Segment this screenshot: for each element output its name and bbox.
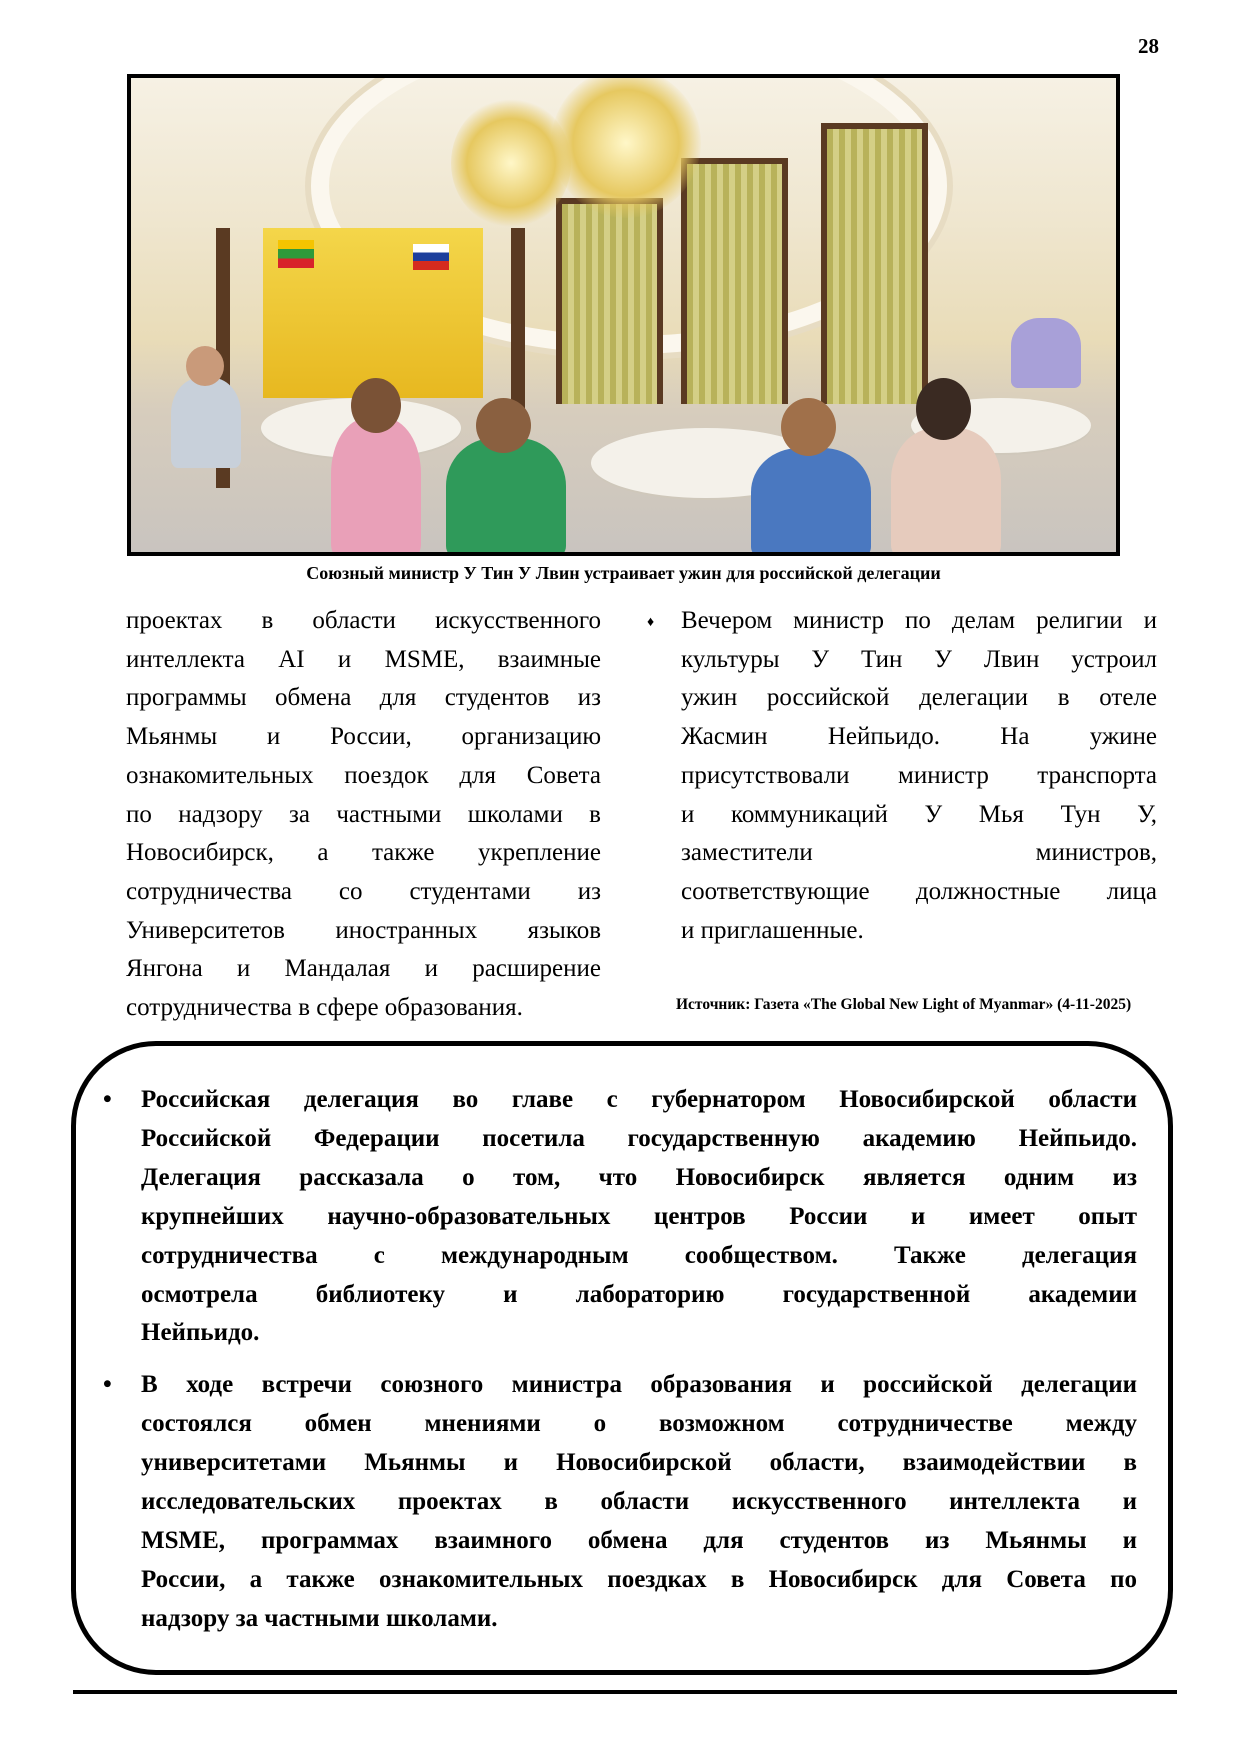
guest-head [186, 346, 224, 386]
left-column-text [126, 602, 601, 1028]
guest-head [781, 398, 836, 456]
curtain [681, 158, 788, 404]
diamond-bullet-icon: ♦ [647, 615, 655, 630]
text-line: Делегация рассказала о том, что Новосибирск является одним из [141, 1163, 1137, 1191]
guest [751, 448, 871, 556]
text-line: надзору за частными школами. [141, 1604, 498, 1632]
text-line: ознакомительных поездок для Совета [126, 761, 601, 789]
bullet-icon: • [103, 1086, 112, 1113]
guest [331, 418, 421, 556]
text-line: MSME, программах взаимного обмена для студентов из Мьянмы и [141, 1526, 1137, 1554]
guest-head [476, 398, 531, 453]
event-banner [263, 228, 483, 398]
curtain [821, 123, 928, 404]
right-column-text [681, 602, 1157, 950]
text-line: университетами Мьянмы и Новосибирской области, взаимодействии в [141, 1449, 1137, 1477]
guest [891, 428, 1001, 556]
text-line: Жасмин Нейпьидо. На ужине [681, 723, 1157, 751]
text-line: проектах в области искусственного [126, 607, 601, 634]
text-line: программы обмена для студентов из [126, 684, 601, 712]
text-line: сотрудничества со студентами из [126, 877, 601, 905]
text-line: Университетов иностранных языков [126, 916, 601, 944]
text-line: Российской Федерации посетила государственную академию Нейпьидо. [141, 1124, 1137, 1152]
guest [1011, 318, 1081, 388]
text-line: и приглашенные. [681, 916, 864, 944]
text-line: культуры У Тин У Лвин устроил [681, 645, 1157, 673]
photo-caption: Союзный министр У Тин У Лвин устраивает ужин для российской делегации [306, 563, 941, 583]
chandelier [551, 74, 701, 218]
bullet-icon: • [103, 1371, 112, 1399]
curtain [556, 198, 663, 404]
guest-head [351, 378, 401, 433]
guest [171, 378, 241, 468]
bottom-rule [73, 1690, 1177, 1694]
text-line: интеллекта AI и MSME, взаимные [126, 645, 601, 673]
text-line: Вечером министр по делам религии и [681, 607, 1157, 634]
highlight-bullet-list [103, 1081, 1137, 1652]
myanmar-flag [278, 240, 314, 268]
text-line: России, а также ознакомительных поездках в Новосибирск для Совета по [141, 1565, 1137, 1593]
text-line: сотрудничества в сфере образования. [126, 994, 523, 1022]
text-line: Российская делегация во главе с губернатором Новосибирской области [141, 1086, 1137, 1113]
text-line: В ходе встречи союзного министра образования и российской делегации [141, 1371, 1137, 1399]
bullet-item [103, 1081, 1137, 1353]
text-line: состоялся обмен мнениями о возможном сотрудничестве между [141, 1410, 1137, 1438]
text-line: ужин российской делегации в отеле [681, 684, 1157, 712]
russia-flag [413, 244, 449, 270]
text-line: сотрудничества с международным сообществом. Также делегация [141, 1241, 1137, 1269]
text-line: заместители министров, [681, 839, 1157, 867]
text-line: соответствующие должностные лица [681, 877, 1157, 905]
source-citation: Источник: Газета «The Global New Light of Myanmar» (4-11-2025) [676, 996, 1132, 1013]
text-line: Нейпьидо. [141, 1319, 260, 1347]
page-number: 28 [1138, 34, 1159, 58]
text-line: осмотрела библиотеку и лабораторию государственной академии [141, 1280, 1137, 1308]
text-line: по надзору за частными школами в [126, 800, 601, 828]
text-line: Мьянмы и России, организацию [126, 723, 601, 751]
text-line: присутствовали министр транспорта [681, 761, 1157, 789]
bullet-item [103, 1366, 1137, 1638]
text-line: Новосибирск, а также укрепление [126, 839, 601, 867]
guest [446, 438, 566, 556]
text-line: и коммуникаций У Мья Тун У, [681, 800, 1157, 828]
guest-head [916, 378, 971, 440]
text-line: Янгона и Мандалая и расширение [126, 955, 601, 983]
text-line: крупнейших научно-образовательных центров России и имеет опыт [141, 1202, 1137, 1230]
text-line: исследовательских проектах в области искусственного интеллекта и [141, 1488, 1137, 1516]
banquet-photo [127, 74, 1120, 556]
